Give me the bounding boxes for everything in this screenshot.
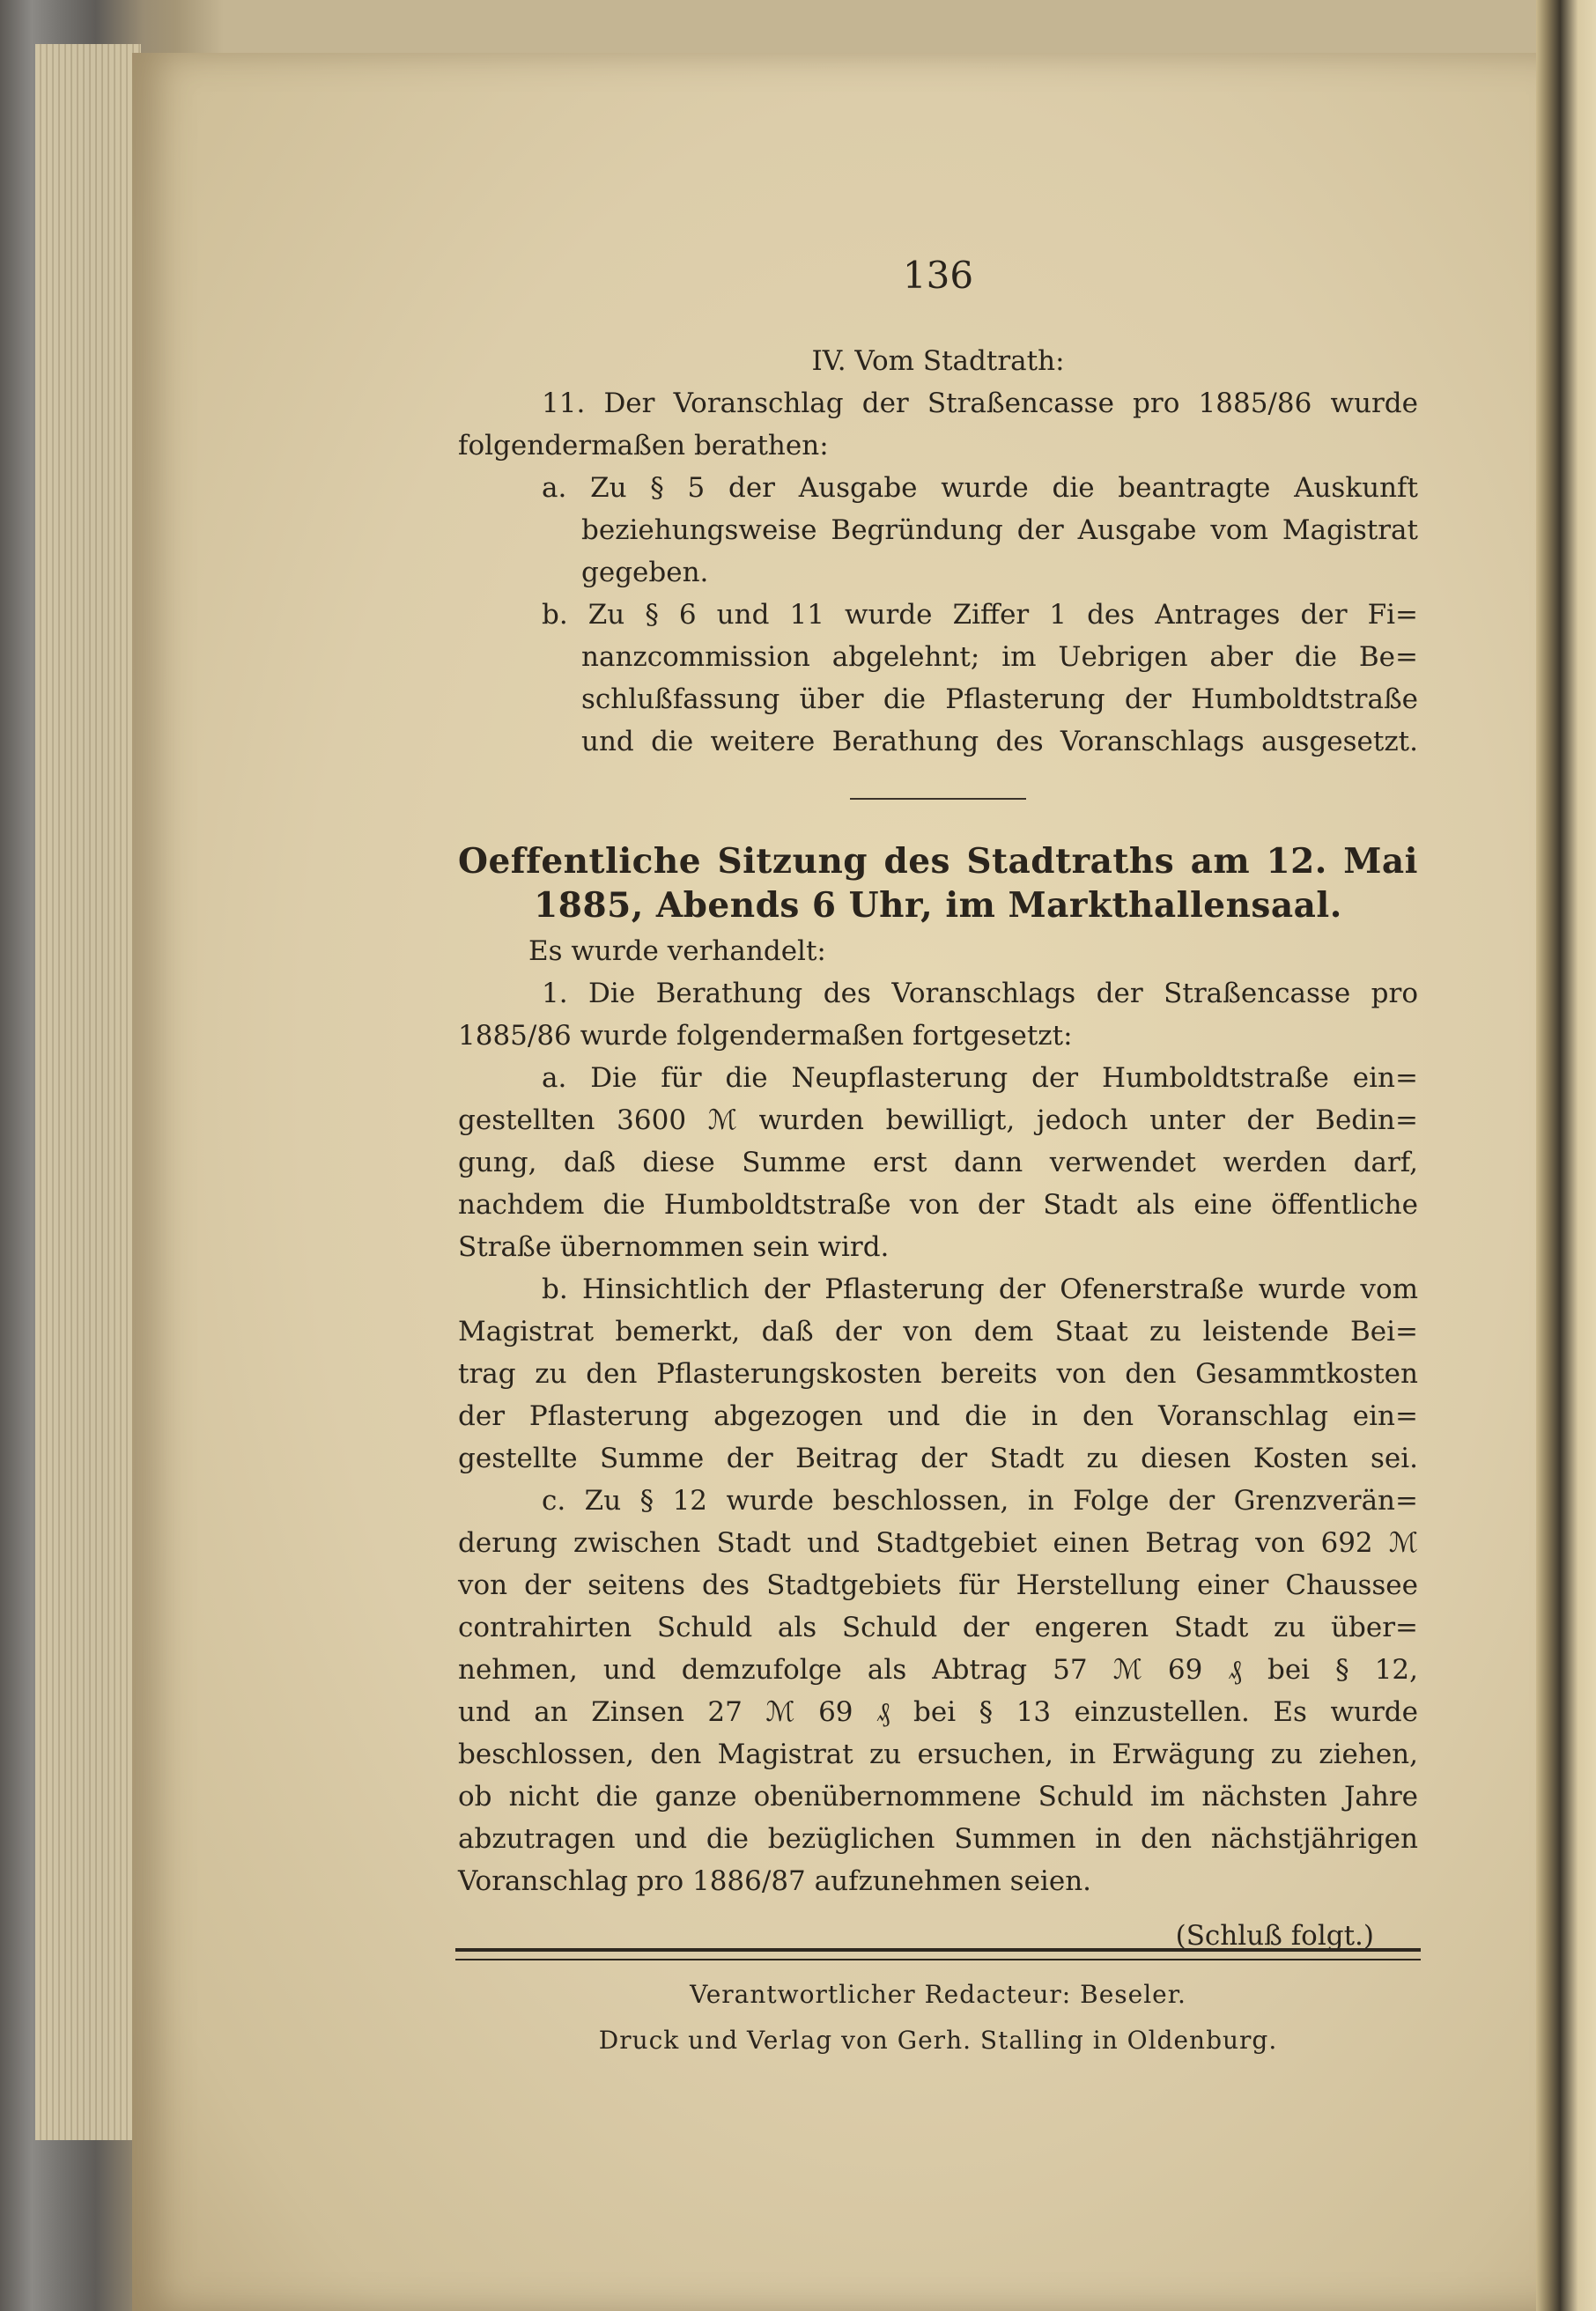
book-gutter <box>1536 0 1596 2311</box>
body-line-11: trag zu den Pflasterungskosten bereits von den Gesammtkosten <box>458 1358 1418 1390</box>
body-line-22: abzutragen und die bezüglichen Summen in den nächstjährigen <box>458 1823 1418 1855</box>
body-line-7: nachdem die Humboldtstraße von der Stadt als eine öffentliche <box>458 1189 1418 1221</box>
page-number: 136 <box>902 254 974 297</box>
body-line-16: von der seitens des Stadtgebiets für Herstellung einer Chaussee <box>458 1569 1418 1601</box>
item-b-line-1: b. Zu § 6 und 11 wurde Ziffer 1 des Antrages der Fi= <box>542 599 1418 631</box>
item-b-line-4: und die weitere Berathung des Voranschlags ausgesetzt. <box>581 726 1418 757</box>
footer-rule-thin <box>455 1959 1421 1960</box>
item-a-line-2: beziehungsweise Begründung der Ausgabe vom Magistrat <box>581 514 1418 546</box>
body-line-20: beschlossen, den Magistrat zu ersuchen, in Erwägung zu ziehen, <box>458 1739 1418 1770</box>
body-line-5: gestellten 3600 ℳ wurden bewilligt, jedoch unter der Bedin= <box>458 1104 1418 1136</box>
item-a-line-1: a. Zu § 5 der Ausgabe wurde die beantragte Auskunft <box>542 472 1418 504</box>
body-line-23: Voranschlag pro 1886/87 aufzunehmen seien. <box>458 1865 1092 1897</box>
body-line-6: gung, daß diese Summe erst dann verwendet werden darf, <box>458 1147 1418 1178</box>
footer-editor: Verantwortlicher Redacteur: Beseler. <box>690 1980 1186 2009</box>
body-line-8: Straße übernommen sein wird. <box>458 1231 890 1263</box>
item-11-line-2: folgendermaßen berathen: <box>458 430 829 461</box>
body-line-2: 1. Die Berathung des Voranschlags der Straßencasse pro <box>542 978 1418 1009</box>
body-line-19: und an Zinsen 27 ℳ 69 ₰ bei § 13 einzustellen. Es wurde <box>458 1696 1418 1728</box>
section-title: IV. Vom Stadtrath: <box>811 345 1065 377</box>
body-line-9: b. Hinsichtlich der Pflasterung der Ofenerstraße wurde vom <box>542 1274 1418 1305</box>
body-line-4: a. Die für die Neupflasterung der Humboldtstraße ein= <box>542 1062 1418 1094</box>
body-line-3: 1885/86 wurde folgendermaßen fortgesetzt: <box>458 1020 1073 1052</box>
section-divider <box>850 798 1026 800</box>
item-a-line-3: gegeben. <box>581 557 709 588</box>
body-line-21: ob nicht die ganze obenübernommene Schuld im nächsten Jahre <box>458 1781 1418 1813</box>
body-line-14: c. Zu § 12 wurde beschlossen, in Folge der Grenzverän= <box>542 1485 1418 1517</box>
body-line-1: Es wurde verhandelt: <box>528 935 826 967</box>
item-11-line-1: 11. Der Voranschlag der Straßencasse pro 1885/86 wurde <box>542 388 1418 419</box>
body-line-13: gestellte Summe der Beitrag der Stadt zu diesen Kosten sei. <box>458 1443 1418 1474</box>
body-line-10: Magistrat bemerkt, daß der von dem Staat zu leistende Bei= <box>458 1316 1418 1347</box>
heading-line-2: 1885, Abends 6 Uhr, im Markthallensaal. <box>534 885 1342 926</box>
footer-rule-thick <box>455 1948 1421 1952</box>
body-line-17: contrahirten Schuld als Schuld der engeren Stadt zu über= <box>458 1612 1418 1643</box>
body-line-18: nehmen, und demzufolge als Abtrag 57 ℳ 69 ₰ bei § 12, <box>458 1654 1418 1686</box>
heading-line-1: Oeffentliche Sitzung des Stadtraths am 12. Mai <box>458 841 1418 882</box>
item-b-line-2: nanzcommission abgelehnt; im Uebrigen aber die Be= <box>581 641 1418 673</box>
body-line-15: derung zwischen Stadt und Stadtgebiet einen Betrag von 692 ℳ <box>458 1527 1418 1559</box>
footer-publisher: Druck und Verlag von Gerh. Stalling in Oldenburg. <box>598 2026 1278 2055</box>
page-edges <box>35 44 141 2140</box>
closing-note: (Schluß folgt.) <box>1175 1920 1374 1952</box>
body-line-12: der Pflasterung abgezogen und die in den Voranschlag ein= <box>458 1400 1418 1432</box>
item-b-line-3: schlußfassung über die Pflasterung der Humboldtstraße <box>581 683 1418 715</box>
